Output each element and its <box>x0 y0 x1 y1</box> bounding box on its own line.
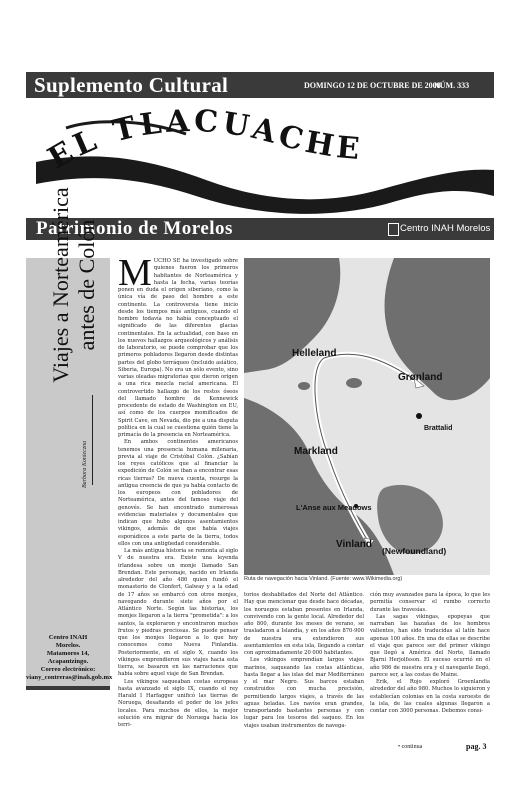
map-label-helleland: Helleland <box>292 348 337 359</box>
paragraph: La más antigua historia se remonta al siglo V de nuestra era. Existe una leyenda irlandesa sobre un monje llamado San Brendan. Este personaje, nacido en Irlanda alrededor del año 486 quien fundó el monasterio de Clonfert, Galway y a la edad de 17 años se embarcó con otros monjes, navegando durante siete años por el Atlántico Norte. Según las historias, los monjes llegaron a la tierra "prometida": a los santos, la exploraron y encontraron muchos frutos y piedras preciosas. Se puede pensar que los monjes llegaron a lo que hoy conocemos como Nueva Finlandia. Posteriormente, en el siglo X, cuando los vikingos emprendieron sus viajes hacia esta tierra, se basaron en las narraciones que había sobre aquel viaje de San Brendan. <box>118 548 238 678</box>
contact-line: Matamoros 14, <box>46 650 90 657</box>
contact-line: Centro INAH <box>48 634 88 641</box>
contact-line: Morelos. <box>55 642 81 649</box>
inah-logo-icon <box>388 223 399 236</box>
route-map <box>244 258 490 575</box>
article-title-line1: Viajes a Norteamérica <box>48 187 73 383</box>
divider <box>92 395 93 485</box>
map-graphic <box>244 258 490 575</box>
article-author: Barbara Konieczna <box>82 440 88 488</box>
map-label-vinland: Vinland <box>336 539 372 550</box>
issue-number: NÚM. 333 <box>434 81 470 90</box>
section-title: Patrimonio de Morelos <box>36 218 233 239</box>
article-title <box>48 100 104 470</box>
paragraph: Los vikingos emprendían largos viajes marinos, saqueando las costas atlánticas, hasta llegar a las islas del mar Mediterráneo y el mar Negro. Sus barcos estaban construidos con mucha precisión, permitiendo largos viajes, a través de las aguas heladas. Los navíos eran grandes, transportando bastantes personas y con lugar para los tesoros del saqueo. En los viajes usaban instrumentos de navega- <box>244 657 364 729</box>
supplement-title: Suplemento Cultural <box>34 73 229 97</box>
map-label-gronland: Grønland <box>398 372 443 383</box>
paragraph: UCHO SE ha investigado sobre quienes fueron los primeros habitantes de Norteamérica y hasta la fecha, varias teorías ponen en duda el origen siberiano, como la única vía de paso del hombre a este continente. La controversia tiene inicio desde los tiempos más antiguos, cuando el hombre todavía no había conceptuado el significado de las diferentes glacias continentales. En la actualidad, con base en los nuevos hallazgos arqueológicos y análisis de laboratorio, se puede comprobar que los primeros pobladores llegaron desde distintas partes del globo terráqueo (incluido asiático, Siberia, Europa). No era un sólo evento, sino varias oleadas migratorias que dieron origen a una rica mezcla racial americana. El controvertido hallazgo de los restos óseos del llamado hombre de Kennewick procedente de estado de Washington en EU, así como de los cuerpos momificados de Spirit Cave, en Nevada, dio pie a una disputa política en la cual se cuestiona quién tiene la primacía de la presencia en Norteamérica. <box>118 258 238 438</box>
contact-line: Correo electrónico: <box>40 666 96 673</box>
paragraph: torios deshabitados del Norte del Atlántico. Hay que mencionar que desde hace décadas, los noruegos estaban presentes en Irlanda, convivendo con la gente local. Alrededor del año 800, durante los meses de verano, se trasladaron a Islandia, y en los años 870-900 de nuestra era extendieron sus asentamientos en esta isla, llegando a contar con aproximadamente 20 000 habitantes. <box>244 592 364 656</box>
issue-date: DOMINGO 12 DE OCTUBRE DE 2008 <box>304 81 441 90</box>
map-label-lanse: L'Anse aux Meadows <box>296 503 372 512</box>
page-number: pag. 3 <box>466 742 487 751</box>
inah-label: Centro INAH Morelos <box>400 223 491 234</box>
continued-note: • continua <box>398 744 423 750</box>
map-label-brattalid: Brattalid <box>424 425 453 432</box>
map-caption: Ruta de navegación hacia Vinland. (Fuente: www.Wikimedia.org) <box>244 576 403 582</box>
paragraph: Erik, el Rojo exploró Groenlandia alrededor del año 980. Muchos lo siguieron y establecían colonias en la costa suroeste de la isla, de las cuales algunas llegaron a contar con 3000 personas. Debemos consi- <box>370 679 490 714</box>
map-label-markland: Markland <box>294 446 338 457</box>
article-column-1 <box>118 252 238 729</box>
article-column-3 <box>370 592 490 715</box>
map-label-newfoundland: (Newfoundland) <box>382 546 447 556</box>
sidebar-footer-bar <box>26 686 110 690</box>
article-column-2 <box>244 592 364 730</box>
contact-info <box>26 634 113 682</box>
paragraph: ción muy avanzados para la época, lo que les permitía conservar el rumbo correcto durante las travesías. <box>370 592 490 613</box>
contact-line: Acapantzingo. <box>47 658 89 665</box>
header-bar <box>26 72 494 98</box>
contact-email[interactable]: viany_contreras@inah.gob.mx <box>26 674 113 681</box>
drop-cap: M <box>118 252 152 294</box>
paragraph: En ambos continentes americanos tenemos una presencia humana milenaria, previa al viaje de Cristóbal Colón. ¿Sabían los reyes católicos que al financiar la expedición de Colón se iban a encontrar esas ricas tierras? De nueva cuenta, resurge la antigua creencia de que ya había contacto de los europeos con pobladores de Norteamérica, antes del famoso viaje del genovés. Se han encontrado numerosas evidencias materiales y documentales que indican que hubo algunos asentamientos vikingos, además de que había viajes esporádicos a este parte de la tierra, todos ellos con una antigüedad considerable. <box>118 439 238 547</box>
masthead-title: EL TLACUACHE <box>42 103 365 177</box>
paragraph: Las sagas vikingas, epopeyas que narraban las hazañas de los hombres valientes, han sido traducidas al latín hace apenas 100 años. En una de ellas se describe el viaje que parece ser del primer vikingo que llegó a América del Norte, llamado Bjarni Herjolfsson. El suceso ocurrió en el año 986 de nuestra era y el navegante llegó, parece ser, a las costas de Maine. <box>370 613 490 678</box>
paragraph: Los vikingos saqueaban costas europeas hasta avanzado el siglo IX, cuando el rey Harald I Harfagger unificó las tierras de Noruega, desafiando el poder de los jefes locales. Para muchos de ellos, la mejor solución era migrar de Noruega hacia los terri- <box>118 678 238 728</box>
article-title-line2: antes de Colón <box>74 219 99 351</box>
